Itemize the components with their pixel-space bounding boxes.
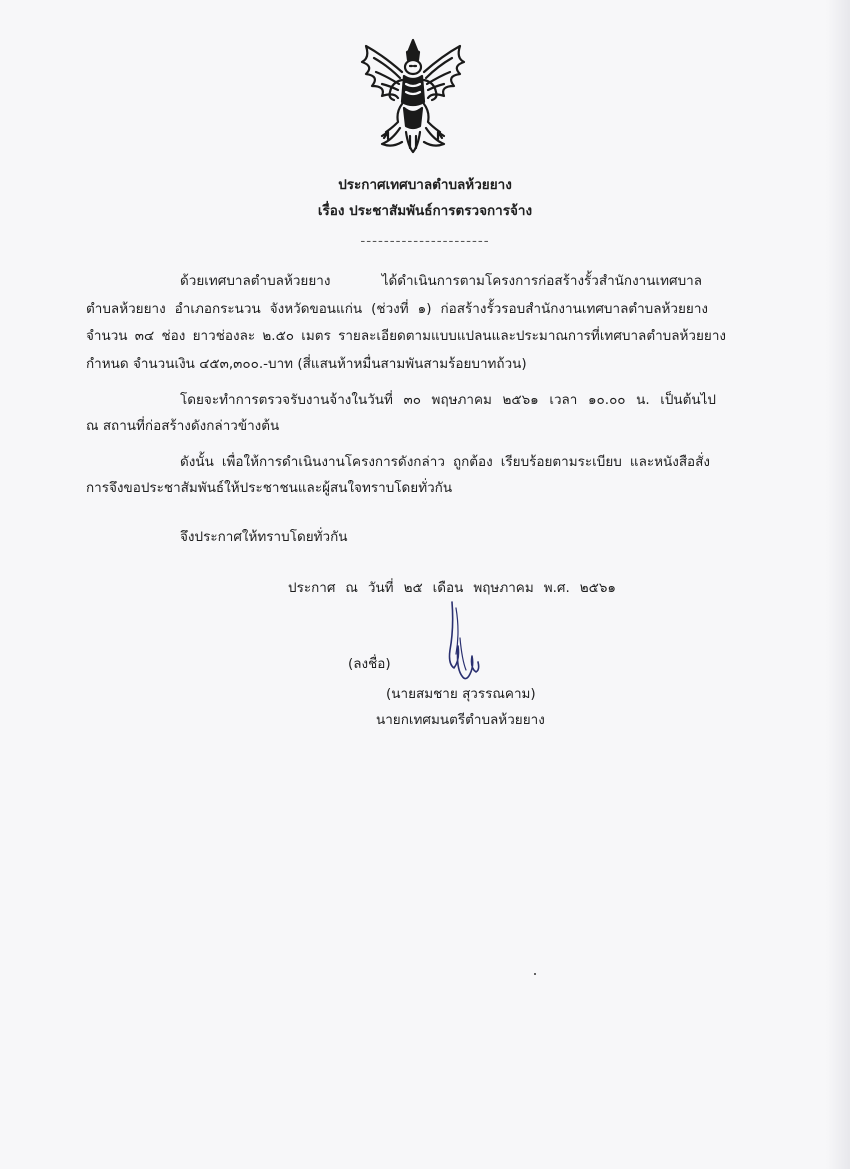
paragraph2-line1: โดยจะทำการตรวจรับงานจ้างในวันที่ ๓๐ พฤษภาคม ๒๕๖๑ เวลา ๑๐.๐๐ น. เป็นต้นไป bbox=[180, 392, 716, 408]
paragraph1-line1: ด้วยเทศบาลตำบลห้วยยาง ได้ดำเนินการตามโครงการก่อสร้างรั้วสำนักงานเทศบาล bbox=[180, 273, 702, 289]
paragraph2-line2: ณ สถานที่ก่อสร้างดังกล่าวข้างต้น bbox=[86, 418, 280, 434]
paragraph3-line2: การจึงขอประชาสัมพันธ์ให้ประชาชนและผู้สนใจทราบโดยทั่วกัน bbox=[86, 480, 453, 496]
announcement-title: ประกาศเทศบาลตำบลห้วยยาง bbox=[338, 177, 512, 193]
signer-title: นายกเทศมนตรีตำบลห้วยยาง bbox=[376, 712, 545, 728]
paragraph1-line2: ตำบลห้วยยาง อำเภอกระนวน จังหวัดขอนแก่น (ช่วงที่ ๑) ก่อสร้างรั้วรอบสำนักงานเทศบาลตำบลห้วยยาง bbox=[86, 301, 708, 317]
scan-speck bbox=[534, 973, 536, 975]
paragraph1-line3: จำนวน ๓๔ ช่อง ยาวช่องละ ๒.๕๐ เมตร รายละเอียดตามแบบแปลนและประมาณการที่เทศบาลตำบลห้วยยาง bbox=[86, 328, 726, 344]
closing-statement: จึงประกาศให้ทราบโดยทั่วกัน bbox=[180, 529, 348, 545]
announcement-subject: เรื่อง ประชาสัมพันธ์การตรวจการจ้าง bbox=[317, 203, 533, 219]
garuda-emblem-icon bbox=[352, 36, 474, 158]
handwritten-signature bbox=[436, 598, 486, 688]
sign-label: (ลงชื่อ) bbox=[348, 656, 391, 672]
signer-name: (นายสมชาย สุวรรณคาม) bbox=[386, 686, 536, 702]
paragraph1-line4: กำหนด จำนวนเงิน ๔๕๓,๓๐๐.-บาท (สี่แสนห้าหมื่นสามพันสามร้อยบาทถ้วน) bbox=[86, 356, 527, 372]
header-separator: ---------------------- bbox=[360, 233, 490, 249]
announce-date: ประกาศ ณ วันที่ ๒๕ เดือน พฤษภาคม พ.ศ. ๒๕๖๑ bbox=[288, 580, 616, 596]
paragraph3-line1: ดังนั้น เพื่อให้การดำเนินงานโครงการดังกล่าว ถูกต้อง เรียบร้อยตามระเบียบ และหนังสือสั่ง bbox=[180, 454, 710, 470]
